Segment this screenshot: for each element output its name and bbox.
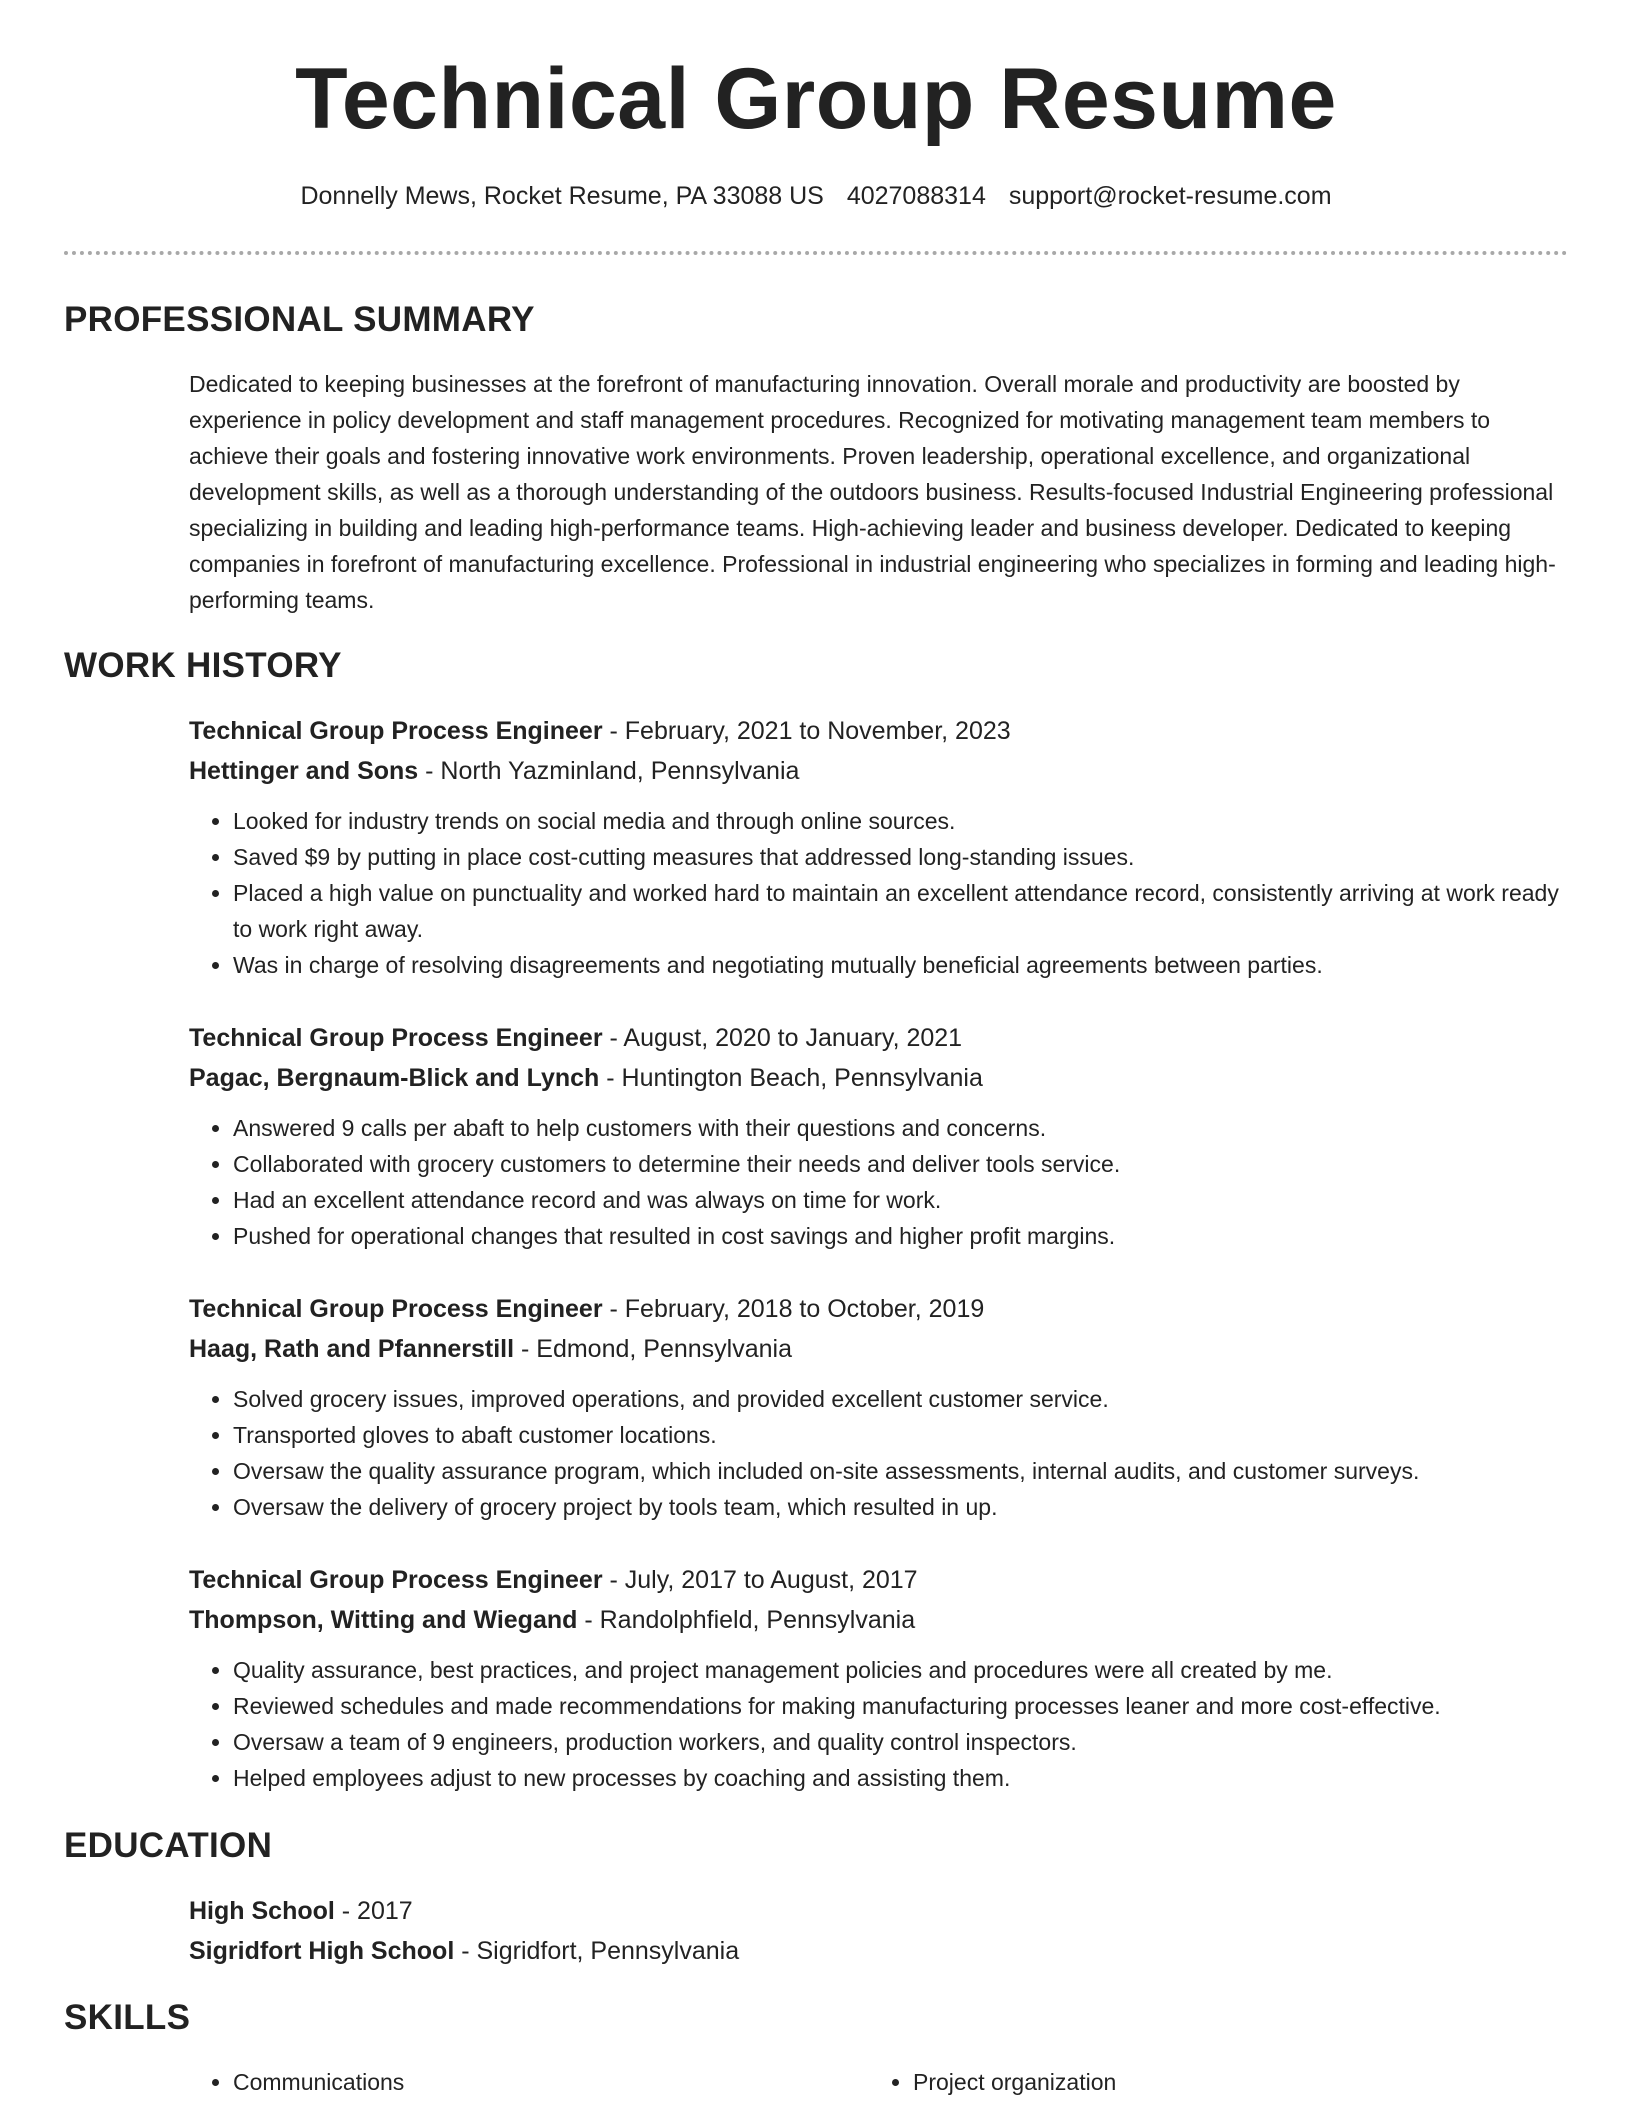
skill-item: • Project organization	[913, 2064, 1549, 2100]
job-company-line	[189, 1329, 1565, 1369]
job-location: - Huntington Beach, Pennsylvania	[599, 1064, 983, 1092]
contact-email: support@rocket-resume.com	[1008, 182, 1332, 210]
job-bullet: • Quality assurance, best practices, and project management policies and procedures were all created by me.	[233, 1652, 1565, 1688]
summary-text: Dedicated to keeping businesses at the forefront of manufacturing innovation. Overall morale and productivity are boosted by experience in policy development and staff management procedures. Recognized for motivating management team members to achieve their goals and fostering innovative work environments. Proven leadership, operational excellence, and organizational development skills, as well as a thorough understanding of the outdoors business. Results-focused Industrial Engineering professional specializing in building and leading high-performance teams. High-achieving leader and business developer. Dedicated to keeping companies in forefront of manufacturing excellence. Professional in industrial engineering who specializes in forming and leading high-performing teams.	[189, 371, 1556, 613]
job-title-line	[189, 711, 1565, 751]
job-bullet: • Helped employees adjust to new processes by coaching and assisting them.	[233, 1760, 1565, 1796]
education-school-line	[189, 1931, 1565, 1971]
skills-heading: SKILLS	[64, 1998, 191, 2037]
job-company: Thompson, Witting and Wiegand	[189, 1606, 578, 1634]
job-entry	[189, 711, 1565, 983]
job-bullets	[189, 803, 1565, 983]
education-location: - Sigridfort, Pennsylvania	[454, 1937, 740, 1965]
contact-phone: 4027088314	[846, 182, 986, 210]
job-bullet: • Reviewed schedules and made recommendations for making manufacturing processes leaner and more cost-effective.	[233, 1688, 1565, 1724]
job-dates: - February, 2021 to November, 2023	[602, 717, 1011, 745]
job-location: - Edmond, Pennsylvania	[514, 1335, 792, 1363]
contact-address: Donnelly Mews, Rocket Resume, PA 33088 US	[300, 182, 824, 210]
education-degree-line	[189, 1891, 1565, 1931]
contact-line	[0, 182, 1632, 211]
job-bullets	[189, 1110, 1565, 1254]
summary-heading: PROFESSIONAL SUMMARY	[64, 300, 535, 339]
header-divider	[64, 251, 1568, 255]
job-title: Technical Group Process Engineer	[189, 1295, 603, 1323]
resume-title: Technical Group Resume	[295, 51, 1337, 147]
job-bullet: • Saved $9 by putting in place cost-cutting measures that addressed long-standing issues.	[233, 839, 1565, 875]
education-year: - 2017	[334, 1897, 413, 1925]
job-bullets	[189, 1652, 1565, 1796]
job-dates: - July, 2017 to August, 2017	[602, 1566, 918, 1594]
job-bullet: • Transported gloves to abaft customer locations.	[233, 1417, 1565, 1453]
job-title: Technical Group Process Engineer	[189, 1566, 603, 1594]
skills-column-right	[869, 2064, 1549, 2100]
job-title-line	[189, 1289, 1565, 1329]
job-bullet: • Solved grocery issues, improved operations, and provided excellent customer service.	[233, 1381, 1565, 1417]
job-title-line	[189, 1560, 1565, 1600]
work-history-heading: WORK HISTORY	[64, 646, 342, 685]
skills-column-left	[189, 2064, 869, 2100]
education-heading: EDUCATION	[64, 1826, 273, 1865]
job-title: Technical Group Process Engineer	[189, 717, 603, 745]
job-entry	[189, 1560, 1565, 1796]
job-bullet: • Answered 9 calls per abaft to help customers with their questions and concerns.	[233, 1110, 1565, 1146]
job-bullet: • Was in charge of resolving disagreements and negotiating mutually beneficial agreements between parties.	[233, 947, 1565, 983]
job-location: - Randolphfield, Pennsylvania	[577, 1606, 916, 1634]
job-entry	[189, 1018, 1565, 1254]
job-bullet: • Had an excellent attendance record and was always on time for work.	[233, 1182, 1565, 1218]
job-dates: - August, 2020 to January, 2021	[602, 1024, 963, 1052]
job-bullet: • Oversaw the quality assurance program, which included on-site assessments, internal audits, and customer surveys.	[233, 1453, 1565, 1489]
job-company-line	[189, 1600, 1565, 1640]
job-title-line	[189, 1018, 1565, 1058]
education-school: Sigridfort High School	[189, 1937, 455, 1965]
job-bullet: • Placed a high value on punctuality and worked hard to maintain an excellent attendance record, consistently arriving at work ready to work right away.	[233, 875, 1565, 947]
education-entry	[189, 1891, 1565, 1971]
job-title: Technical Group Process Engineer	[189, 1024, 603, 1052]
job-bullets	[189, 1381, 1565, 1525]
job-company-line	[189, 751, 1565, 791]
job-company: Pagac, Bergnaum-Blick and Lynch	[189, 1064, 600, 1092]
job-bullet: • Collaborated with grocery customers to determine their needs and deliver tools service.	[233, 1146, 1565, 1182]
job-bullet: • Pushed for operational changes that resulted in cost savings and higher profit margins.	[233, 1218, 1565, 1254]
job-entry	[189, 1289, 1565, 1525]
skill-item: • Communications	[233, 2064, 869, 2100]
skills-list	[189, 2064, 1565, 2100]
job-dates: - February, 2018 to October, 2019	[602, 1295, 985, 1323]
job-company: Hettinger and Sons	[189, 757, 419, 785]
job-bullet: • Looked for industry trends on social media and through online sources.	[233, 803, 1565, 839]
job-company-line	[189, 1058, 1565, 1098]
education-degree: High School	[189, 1897, 335, 1925]
job-bullet: • Oversaw the delivery of grocery project by tools team, which resulted in up.	[233, 1489, 1565, 1525]
job-bullet: • Oversaw a team of 9 engineers, production workers, and quality control inspectors.	[233, 1724, 1565, 1760]
job-location: - North Yazminland, Pennsylvania	[418, 757, 800, 785]
job-company: Haag, Rath and Pfannerstill	[189, 1335, 515, 1363]
